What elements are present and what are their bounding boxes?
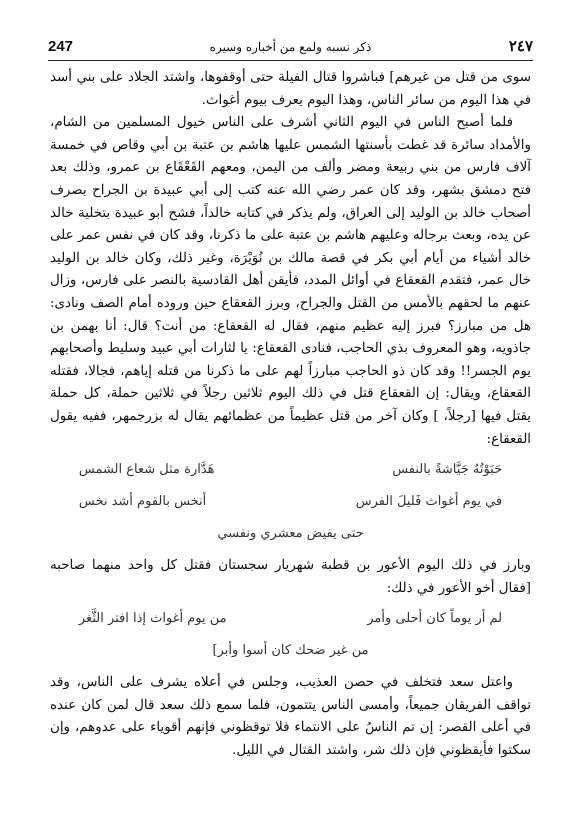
paragraph-4: واعتل سعد فتخلف في حصن العذيب، وجلس في أعلاه يشرف على الناس، وقد تواقف الفريقان جميعاً، وأمسى الناس يتتمون، فلما سمع ذلك سعد قال لمن كان عنده في أعلى القصر: إن تم الناسُ على الانتماء فلا توقظوني فإنهم أقوياء على عدوهم، وإن سكتوا فأيقظوني فإن ذلك شر، واشتد القتال في الليل.	[50, 675, 531, 759]
page-number-arabic: ٢٤٧	[508, 38, 533, 55]
running-title: ذكر نسبه ولمع من أخباره وسيره	[209, 40, 372, 54]
page-number-latin: 247	[48, 38, 74, 55]
verse-hemistich: أنخس بالقوم أشد نخس	[78, 494, 207, 510]
header-rule	[48, 60, 533, 61]
verse-line	[79, 489, 502, 515]
verse-line	[79, 638, 502, 664]
paragraph-3: وبارز في ذلك اليوم الأعور بن قطبة شهريار سجستان فقتل كل واحد منهما صاحبه [فقال أخو الأعور في ذلك:	[50, 558, 531, 596]
verse-line	[79, 606, 502, 632]
verse-hemistich: لم أر يوماً كان أحلى وأمر	[367, 611, 503, 627]
verse-line	[79, 521, 502, 547]
page-body	[50, 67, 531, 763]
verse-hemistich: من غير ضحك كان أسوا وأبر]	[212, 643, 369, 659]
paragraph-2: فلما أصبح الناس في اليوم الثاني أشرف على الناس خيول المسلمين من الشام، والأمداد سائرة قد غطت بأسنتها الشمس عليها هاشم بن عتبة بن أبي وقاص في خمسة آلاف فارس من بني ربيعة ومضر وألف من اليمن، ومعهم القَعْقَاع بن عمرو، وذلك بعد فتح دمشق بشهر، وقد كان عمر رضي الله عنه كتب إلى أبي عبيدة بن الجراح بصرف أصحاب خالد بن الوليد إلى العراق، ولم يذكر في كتابه خالداً، فشح أبو عبيدة بتخلية خالد عن يده، وبعث برجاله وعليهم هاشم بن عتبة على ما ذكرنا، وقد كان في نفس عمر على خالد أشياء من أيام أبي بكر في قصة مالك بن نُوَيْرَة، وغير ذلك، وكان خالد بن الوليد خال عمر، فتقدم القعقاع في أوائل المدد، فأيقن أهل القادسية بالنصر على فارس، وزال عنهم ما لحقهم بالأمس من القتل والجراح، وبرز القعقاع حين وروده أمام الصف ونادى: هل من مبارز؟ فبرز إليه عظيم منهم، فقال له القعقاع: من أنت؟ قال: أنا بهمن بن جاذويه، وهو المعروف بذي الحاجب، فنادى القعقاع: يا لثارات أبي عبيد وسليط وأصحابهم يوم الجسر!! وقد كان ذو الحاجب مبارزاً لهم على ما ذكرنا من قتله إياهم، فجالا، فقتله القعقاع، ويقال: إن القعقاع قتل في ذلك اليوم ثلاثين رجلاً في ثلاثين حملة، كل حملة يقتل فيها [رجلاً، ] وكان آخر من قتل عظيماً من عظمائهم يقال له بزرجمهر، ففيه يقول القعقاع:	[50, 115, 531, 447]
verse-hemistich: حتى يفيض معشري ونفسي	[217, 526, 364, 542]
page-header	[48, 36, 533, 58]
verse-line	[79, 457, 502, 483]
verse-hemistich: هَدَّارة مثل شعاع الشمس	[78, 462, 215, 478]
poem-2	[50, 606, 531, 664]
verse-hemistich: حَبَوْتُهُ جَيَّاشةً بالنفس	[392, 462, 503, 478]
paragraph-1: سوى من قتل من غيرهم] فباشروا قتال الفيلة حتى أوقفوها، واشتد الجلاد على بني أسد في هذا اليوم من سائر الناس، وهذا اليوم يعرف بيوم أغواث.	[50, 70, 531, 108]
poem-1	[50, 457, 531, 547]
verse-hemistich: في يوم أغواث فَليلَ الفرس	[355, 494, 503, 510]
verse-hemistich: من يوم أغواث إذا افتر الثَّغر	[78, 611, 227, 627]
